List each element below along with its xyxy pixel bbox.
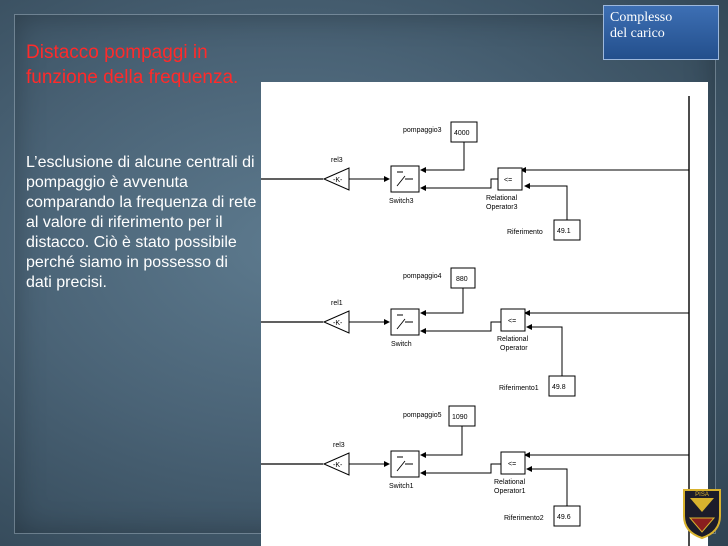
gain-label: -K- — [333, 177, 343, 184]
university-crest-icon — [680, 486, 724, 540]
reference-value: 49.1 — [557, 228, 571, 235]
row-1 — [261, 122, 689, 240]
reference-name: Riferimento2 — [504, 515, 544, 522]
pompaggio-name: pompaggio3 — [403, 127, 442, 134]
operator-name-line-1: Relational — [486, 195, 518, 202]
reference-name: Riferimento1 — [499, 385, 539, 392]
gain-name: rel1 — [331, 300, 343, 307]
operator-name-line-2: Operator3 — [486, 204, 518, 211]
pompaggio-value: 4000 — [454, 130, 470, 137]
operator-symbol: <= — [504, 177, 513, 184]
badge-line-1: Complesso — [610, 10, 673, 25]
gain-label: -K- — [333, 462, 343, 469]
gain-name: rel3 — [331, 157, 343, 164]
simulink-canvas — [261, 82, 708, 546]
badge-line-2: del carico — [610, 26, 665, 41]
switch-name: Switch — [391, 341, 412, 348]
reference-value: 49.8 — [552, 384, 566, 391]
operator-name-line-1: Relational — [497, 336, 529, 343]
simulink-diagram — [261, 82, 708, 546]
section-badge[interactable] — [603, 5, 719, 60]
reference-name: Riferimento — [507, 229, 543, 236]
operator-name-line-2: Operator1 — [494, 488, 526, 495]
pompaggio-value: 880 — [456, 276, 468, 283]
pompaggio-name: pompaggio4 — [403, 273, 442, 280]
operator-symbol: <= — [508, 318, 517, 325]
pompaggio-value: 1090 — [452, 414, 468, 421]
gain-name: rel3 — [333, 442, 345, 449]
switch-name: Switch3 — [389, 198, 414, 205]
logo-text: PISA — [695, 492, 709, 498]
reference-value: 49.6 — [557, 514, 571, 521]
operator-symbol: <= — [508, 461, 517, 468]
slide-body-text: L’esclusione di alcune centrali di pompaggio è avvenuta comparando la frequenza di rete al valore di riferimento per il distacco. Ciò è stato possibile perché siamo in possesso di dati precisi. — [26, 154, 257, 291]
slide-title: Distacco pompaggi in funzione della frequenza. — [26, 42, 239, 88]
row-3 — [261, 406, 689, 526]
operator-name-line-2: Operator — [500, 345, 528, 352]
pompaggio-name: pompaggio5 — [403, 412, 442, 419]
operator-name-line-1: Relational — [494, 479, 526, 486]
row-2 — [261, 268, 689, 396]
gain-label: -K- — [333, 320, 343, 327]
switch-name: Switch1 — [389, 483, 414, 490]
